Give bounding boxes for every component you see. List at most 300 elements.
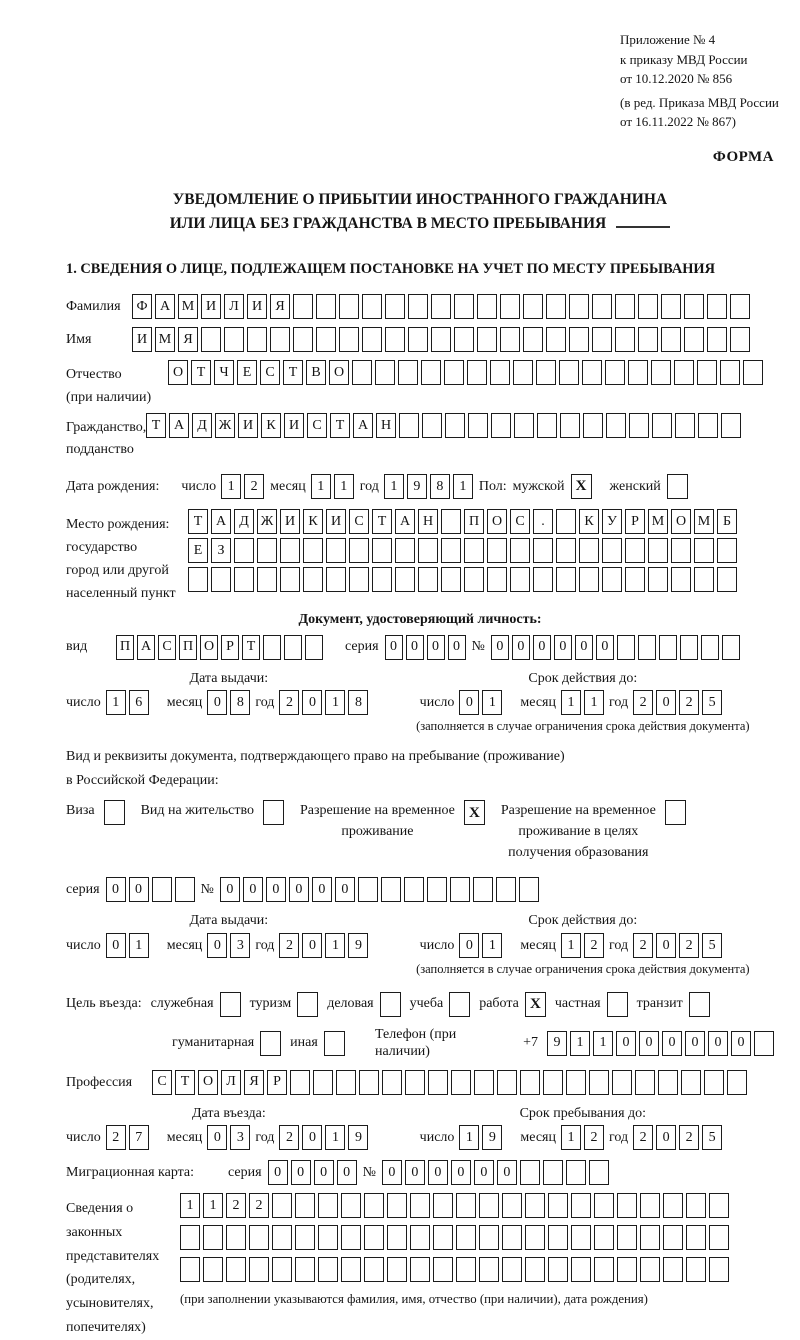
char-cell[interactable]: 0: [575, 635, 593, 660]
char-cell[interactable]: [316, 294, 336, 319]
char-cell[interactable]: [318, 1193, 338, 1218]
char-cell[interactable]: 0: [207, 1125, 227, 1150]
char-cell[interactable]: [556, 567, 576, 592]
char-cell[interactable]: [592, 294, 612, 319]
char-cell[interactable]: [456, 1193, 476, 1218]
char-cell[interactable]: И: [280, 509, 300, 534]
char-cell[interactable]: Т: [372, 509, 392, 534]
char-cell[interactable]: [635, 1070, 655, 1095]
char-cell[interactable]: 0: [448, 635, 466, 660]
char-cell[interactable]: 2: [584, 1125, 604, 1150]
char-cell[interactable]: [661, 294, 681, 319]
char-cell[interactable]: [525, 1257, 545, 1282]
char-cell[interactable]: 0: [656, 1125, 676, 1150]
char-cell[interactable]: [280, 538, 300, 563]
char-cell[interactable]: [180, 1225, 200, 1250]
char-cell[interactable]: [661, 327, 681, 352]
char-cell[interactable]: Т: [191, 360, 211, 385]
char-cell[interactable]: 2: [633, 1125, 653, 1150]
char-cell[interactable]: [226, 1257, 246, 1282]
char-cell[interactable]: [592, 327, 612, 352]
char-cell[interactable]: 0: [639, 1031, 659, 1056]
char-cell[interactable]: [364, 1225, 384, 1250]
char-cell[interactable]: [477, 294, 497, 319]
char-cell[interactable]: О: [168, 360, 188, 385]
char-cell[interactable]: 1: [325, 690, 345, 715]
char-cell[interactable]: [566, 1160, 586, 1185]
char-cell[interactable]: [543, 1160, 563, 1185]
char-cell[interactable]: Я: [270, 294, 290, 319]
char-cell[interactable]: А: [169, 413, 189, 438]
char-cell[interactable]: [398, 360, 418, 385]
char-cell[interactable]: [525, 1225, 545, 1250]
char-cell[interactable]: 0: [302, 690, 322, 715]
char-cell[interactable]: [594, 1225, 614, 1250]
char-cell[interactable]: [433, 1257, 453, 1282]
char-cell[interactable]: [500, 294, 520, 319]
char-cell[interactable]: [257, 567, 277, 592]
char-cell[interactable]: [410, 1257, 430, 1282]
char-cell[interactable]: И: [238, 413, 258, 438]
char-cell[interactable]: [548, 1225, 568, 1250]
char-cell[interactable]: [226, 1225, 246, 1250]
char-cell[interactable]: 0: [382, 1160, 402, 1185]
char-cell[interactable]: 2: [679, 933, 699, 958]
char-cell[interactable]: [520, 1160, 540, 1185]
char-cell[interactable]: [473, 877, 493, 902]
char-cell[interactable]: И: [201, 294, 221, 319]
char-cell[interactable]: [640, 1257, 660, 1282]
char-cell[interactable]: 1: [311, 474, 331, 499]
char-cell[interactable]: [305, 635, 323, 660]
char-cell[interactable]: [249, 1225, 269, 1250]
char-cell[interactable]: [359, 1070, 379, 1095]
char-cell[interactable]: Т: [283, 360, 303, 385]
char-cell[interactable]: [514, 413, 534, 438]
char-cell[interactable]: [408, 294, 428, 319]
char-cell[interactable]: [454, 327, 474, 352]
char-cell[interactable]: [707, 294, 727, 319]
char-cell[interactable]: О: [198, 1070, 218, 1095]
char-cell[interactable]: [651, 360, 671, 385]
char-cell[interactable]: А: [211, 509, 231, 534]
char-cell[interactable]: [405, 1070, 425, 1095]
char-cell[interactable]: 1: [325, 933, 345, 958]
char-cell[interactable]: [663, 1257, 683, 1282]
char-cell[interactable]: З: [211, 538, 231, 563]
char-cell[interactable]: [270, 327, 290, 352]
char-cell[interactable]: 0: [106, 933, 126, 958]
char-cell[interactable]: [421, 360, 441, 385]
char-cell[interactable]: [395, 567, 415, 592]
char-cell[interactable]: А: [353, 413, 373, 438]
char-cell[interactable]: [569, 327, 589, 352]
char-cell[interactable]: 9: [407, 474, 427, 499]
char-cell[interactable]: [625, 567, 645, 592]
char-cell[interactable]: [686, 1257, 706, 1282]
char-cell[interactable]: К: [303, 509, 323, 534]
char-cell[interactable]: [372, 538, 392, 563]
char-cell[interactable]: [408, 327, 428, 352]
char-cell[interactable]: [701, 635, 719, 660]
char-cell[interactable]: О: [487, 509, 507, 534]
char-cell[interactable]: .: [533, 509, 553, 534]
char-cell[interactable]: 0: [207, 690, 227, 715]
char-cell[interactable]: 1: [334, 474, 354, 499]
char-cell[interactable]: 0: [314, 1160, 334, 1185]
char-cell[interactable]: [316, 327, 336, 352]
purpose-study-checkbox[interactable]: [449, 992, 470, 1017]
char-cell[interactable]: О: [671, 509, 691, 534]
char-cell[interactable]: [579, 567, 599, 592]
char-cell[interactable]: С: [349, 509, 369, 534]
char-cell[interactable]: [339, 327, 359, 352]
char-cell[interactable]: [697, 360, 717, 385]
char-cell[interactable]: А: [137, 635, 155, 660]
char-cell[interactable]: 0: [243, 877, 263, 902]
char-cell[interactable]: П: [116, 635, 134, 660]
char-cell[interactable]: [502, 1257, 522, 1282]
char-cell[interactable]: 1: [570, 1031, 590, 1056]
char-cell[interactable]: М: [155, 327, 175, 352]
char-cell[interactable]: [617, 1193, 637, 1218]
char-cell[interactable]: 2: [584, 933, 604, 958]
char-cell[interactable]: [686, 1225, 706, 1250]
purpose-transit-checkbox[interactable]: [689, 992, 710, 1017]
residence-permit-checkbox[interactable]: [263, 800, 284, 825]
char-cell[interactable]: [326, 567, 346, 592]
char-cell[interactable]: [698, 413, 718, 438]
char-cell[interactable]: 0: [459, 933, 479, 958]
char-cell[interactable]: [372, 567, 392, 592]
char-cell[interactable]: 1: [584, 690, 604, 715]
char-cell[interactable]: [349, 567, 369, 592]
char-cell[interactable]: С: [307, 413, 327, 438]
char-cell[interactable]: В: [306, 360, 326, 385]
char-cell[interactable]: [450, 877, 470, 902]
char-cell[interactable]: [589, 1160, 609, 1185]
char-cell[interactable]: [717, 538, 737, 563]
char-cell[interactable]: [704, 1070, 724, 1095]
char-cell[interactable]: [468, 413, 488, 438]
char-cell[interactable]: [303, 567, 323, 592]
char-cell[interactable]: [479, 1193, 499, 1218]
char-cell[interactable]: С: [158, 635, 176, 660]
temporary-residence-education-checkbox[interactable]: [665, 800, 686, 825]
temporary-residence-checkbox[interactable]: X: [464, 800, 485, 825]
char-cell[interactable]: [293, 294, 313, 319]
char-cell[interactable]: [497, 1070, 517, 1095]
char-cell[interactable]: 0: [497, 1160, 517, 1185]
char-cell[interactable]: 1: [561, 1125, 581, 1150]
char-cell[interactable]: [571, 1225, 591, 1250]
char-cell[interactable]: 0: [405, 1160, 425, 1185]
char-cell[interactable]: [352, 360, 372, 385]
char-cell[interactable]: Л: [221, 1070, 241, 1095]
char-cell[interactable]: [341, 1225, 361, 1250]
char-cell[interactable]: [707, 327, 727, 352]
char-cell[interactable]: [441, 509, 461, 534]
char-cell[interactable]: [722, 635, 740, 660]
char-cell[interactable]: 8: [348, 690, 368, 715]
char-cell[interactable]: [280, 567, 300, 592]
char-cell[interactable]: [247, 327, 267, 352]
char-cell[interactable]: [454, 294, 474, 319]
char-cell[interactable]: [513, 360, 533, 385]
char-cell[interactable]: 0: [106, 877, 126, 902]
char-cell[interactable]: 0: [302, 1125, 322, 1150]
char-cell[interactable]: [720, 360, 740, 385]
char-cell[interactable]: [625, 538, 645, 563]
char-cell[interactable]: 0: [385, 635, 403, 660]
char-cell[interactable]: [648, 567, 668, 592]
char-cell[interactable]: [730, 294, 750, 319]
char-cell[interactable]: 3: [230, 1125, 250, 1150]
char-cell[interactable]: [456, 1225, 476, 1250]
char-cell[interactable]: [709, 1193, 729, 1218]
char-cell[interactable]: [536, 360, 556, 385]
char-cell[interactable]: [640, 1225, 660, 1250]
char-cell[interactable]: [615, 327, 635, 352]
char-cell[interactable]: 0: [459, 690, 479, 715]
char-cell[interactable]: [602, 538, 622, 563]
char-cell[interactable]: П: [464, 509, 484, 534]
char-cell[interactable]: [533, 567, 553, 592]
char-cell[interactable]: 2: [279, 933, 299, 958]
char-cell[interactable]: 0: [533, 635, 551, 660]
char-cell[interactable]: [589, 1070, 609, 1095]
char-cell[interactable]: И: [247, 294, 267, 319]
char-cell[interactable]: [433, 1193, 453, 1218]
char-cell[interactable]: [326, 538, 346, 563]
char-cell[interactable]: [336, 1070, 356, 1095]
char-cell[interactable]: 0: [312, 877, 332, 902]
char-cell[interactable]: П: [179, 635, 197, 660]
char-cell[interactable]: [387, 1193, 407, 1218]
char-cell[interactable]: [295, 1225, 315, 1250]
char-cell[interactable]: [583, 413, 603, 438]
char-cell[interactable]: [594, 1193, 614, 1218]
char-cell[interactable]: [203, 1225, 223, 1250]
char-cell[interactable]: [441, 567, 461, 592]
char-cell[interactable]: [571, 1193, 591, 1218]
char-cell[interactable]: [441, 538, 461, 563]
char-cell[interactable]: Т: [175, 1070, 195, 1095]
purpose-official-checkbox[interactable]: [220, 992, 241, 1017]
char-cell[interactable]: 1: [453, 474, 473, 499]
char-cell[interactable]: 0: [207, 933, 227, 958]
char-cell[interactable]: [543, 1070, 563, 1095]
char-cell[interactable]: Т: [330, 413, 350, 438]
char-cell[interactable]: Л: [224, 294, 244, 319]
char-cell[interactable]: [520, 1070, 540, 1095]
char-cell[interactable]: [431, 294, 451, 319]
char-cell[interactable]: 5: [702, 1125, 722, 1150]
char-cell[interactable]: [272, 1257, 292, 1282]
char-cell[interactable]: 0: [335, 877, 355, 902]
char-cell[interactable]: Н: [376, 413, 396, 438]
char-cell[interactable]: [362, 294, 382, 319]
char-cell[interactable]: [675, 413, 695, 438]
char-cell[interactable]: [560, 413, 580, 438]
char-cell[interactable]: [295, 1257, 315, 1282]
char-cell[interactable]: Ф: [132, 294, 152, 319]
char-cell[interactable]: [385, 294, 405, 319]
char-cell[interactable]: [201, 327, 221, 352]
char-cell[interactable]: 0: [731, 1031, 751, 1056]
char-cell[interactable]: [362, 327, 382, 352]
char-cell[interactable]: [680, 635, 698, 660]
char-cell[interactable]: [548, 1257, 568, 1282]
char-cell[interactable]: [605, 360, 625, 385]
char-cell[interactable]: 6: [129, 690, 149, 715]
char-cell[interactable]: 1: [180, 1193, 200, 1218]
char-cell[interactable]: [303, 538, 323, 563]
char-cell[interactable]: [410, 1193, 430, 1218]
char-cell[interactable]: [339, 294, 359, 319]
char-cell[interactable]: [546, 327, 566, 352]
char-cell[interactable]: 0: [596, 635, 614, 660]
char-cell[interactable]: 2: [679, 1125, 699, 1150]
char-cell[interactable]: [606, 413, 626, 438]
char-cell[interactable]: 2: [244, 474, 264, 499]
char-cell[interactable]: [671, 538, 691, 563]
char-cell[interactable]: 0: [451, 1160, 471, 1185]
purpose-humanitarian-checkbox[interactable]: [260, 1031, 281, 1056]
char-cell[interactable]: [479, 1257, 499, 1282]
char-cell[interactable]: [487, 567, 507, 592]
char-cell[interactable]: [257, 538, 277, 563]
char-cell[interactable]: [709, 1257, 729, 1282]
char-cell[interactable]: [249, 1257, 269, 1282]
char-cell[interactable]: [313, 1070, 333, 1095]
char-cell[interactable]: [477, 327, 497, 352]
char-cell[interactable]: [582, 360, 602, 385]
char-cell[interactable]: [203, 1257, 223, 1282]
char-cell[interactable]: [272, 1193, 292, 1218]
char-cell[interactable]: А: [155, 294, 175, 319]
char-cell[interactable]: [548, 1193, 568, 1218]
char-cell[interactable]: 1: [482, 933, 502, 958]
char-cell[interactable]: Б: [717, 509, 737, 534]
char-cell[interactable]: [663, 1225, 683, 1250]
char-cell[interactable]: [427, 877, 447, 902]
char-cell[interactable]: 9: [547, 1031, 567, 1056]
char-cell[interactable]: 1: [561, 690, 581, 715]
char-cell[interactable]: 0: [656, 690, 676, 715]
char-cell[interactable]: А: [395, 509, 415, 534]
char-cell[interactable]: 8: [230, 690, 250, 715]
char-cell[interactable]: [754, 1031, 774, 1056]
char-cell[interactable]: 0: [289, 877, 309, 902]
char-cell[interactable]: [364, 1193, 384, 1218]
char-cell[interactable]: [594, 1257, 614, 1282]
char-cell[interactable]: [445, 413, 465, 438]
char-cell[interactable]: [617, 1257, 637, 1282]
char-cell[interactable]: [519, 877, 539, 902]
char-cell[interactable]: [381, 877, 401, 902]
char-cell[interactable]: Т: [188, 509, 208, 534]
char-cell[interactable]: [615, 294, 635, 319]
char-cell[interactable]: [431, 327, 451, 352]
char-cell[interactable]: [674, 360, 694, 385]
char-cell[interactable]: [444, 360, 464, 385]
char-cell[interactable]: 8: [430, 474, 450, 499]
char-cell[interactable]: И: [132, 327, 152, 352]
char-cell[interactable]: [341, 1257, 361, 1282]
char-cell[interactable]: [523, 327, 543, 352]
char-cell[interactable]: [180, 1257, 200, 1282]
char-cell[interactable]: Я: [244, 1070, 264, 1095]
char-cell[interactable]: [404, 877, 424, 902]
char-cell[interactable]: Д: [234, 509, 254, 534]
char-cell[interactable]: [364, 1257, 384, 1282]
char-cell[interactable]: [491, 413, 511, 438]
char-cell[interactable]: [387, 1225, 407, 1250]
char-cell[interactable]: [684, 327, 704, 352]
char-cell[interactable]: М: [694, 509, 714, 534]
char-cell[interactable]: [510, 567, 530, 592]
char-cell[interactable]: Д: [192, 413, 212, 438]
char-cell[interactable]: 2: [279, 690, 299, 715]
char-cell[interactable]: Т: [242, 635, 260, 660]
char-cell[interactable]: [743, 360, 763, 385]
char-cell[interactable]: [395, 538, 415, 563]
char-cell[interactable]: О: [200, 635, 218, 660]
char-cell[interactable]: У: [602, 509, 622, 534]
char-cell[interactable]: К: [579, 509, 599, 534]
char-cell[interactable]: О: [329, 360, 349, 385]
char-cell[interactable]: [272, 1225, 292, 1250]
char-cell[interactable]: 0: [554, 635, 572, 660]
char-cell[interactable]: С: [152, 1070, 172, 1095]
char-cell[interactable]: 0: [708, 1031, 728, 1056]
char-cell[interactable]: 1: [325, 1125, 345, 1150]
char-cell[interactable]: [533, 538, 553, 563]
char-cell[interactable]: [263, 635, 281, 660]
char-cell[interactable]: 2: [633, 690, 653, 715]
char-cell[interactable]: [628, 360, 648, 385]
char-cell[interactable]: [234, 567, 254, 592]
char-cell[interactable]: 0: [427, 635, 445, 660]
char-cell[interactable]: Р: [221, 635, 239, 660]
purpose-work-checkbox[interactable]: X: [525, 992, 546, 1017]
char-cell[interactable]: [224, 327, 244, 352]
char-cell[interactable]: [602, 567, 622, 592]
char-cell[interactable]: [290, 1070, 310, 1095]
char-cell[interactable]: [579, 538, 599, 563]
char-cell[interactable]: Ж: [257, 509, 277, 534]
char-cell[interactable]: [638, 294, 658, 319]
purpose-business-checkbox[interactable]: [380, 992, 401, 1017]
char-cell[interactable]: [638, 635, 656, 660]
char-cell[interactable]: [546, 294, 566, 319]
char-cell[interactable]: [318, 1225, 338, 1250]
char-cell[interactable]: [727, 1070, 747, 1095]
char-cell[interactable]: [318, 1257, 338, 1282]
char-cell[interactable]: 9: [482, 1125, 502, 1150]
char-cell[interactable]: [464, 567, 484, 592]
char-cell[interactable]: [175, 877, 195, 902]
char-cell[interactable]: [418, 567, 438, 592]
char-cell[interactable]: [487, 538, 507, 563]
char-cell[interactable]: 2: [633, 933, 653, 958]
char-cell[interactable]: 5: [702, 933, 722, 958]
char-cell[interactable]: [502, 1225, 522, 1250]
char-cell[interactable]: [617, 1225, 637, 1250]
char-cell[interactable]: [559, 360, 579, 385]
char-cell[interactable]: 1: [593, 1031, 613, 1056]
